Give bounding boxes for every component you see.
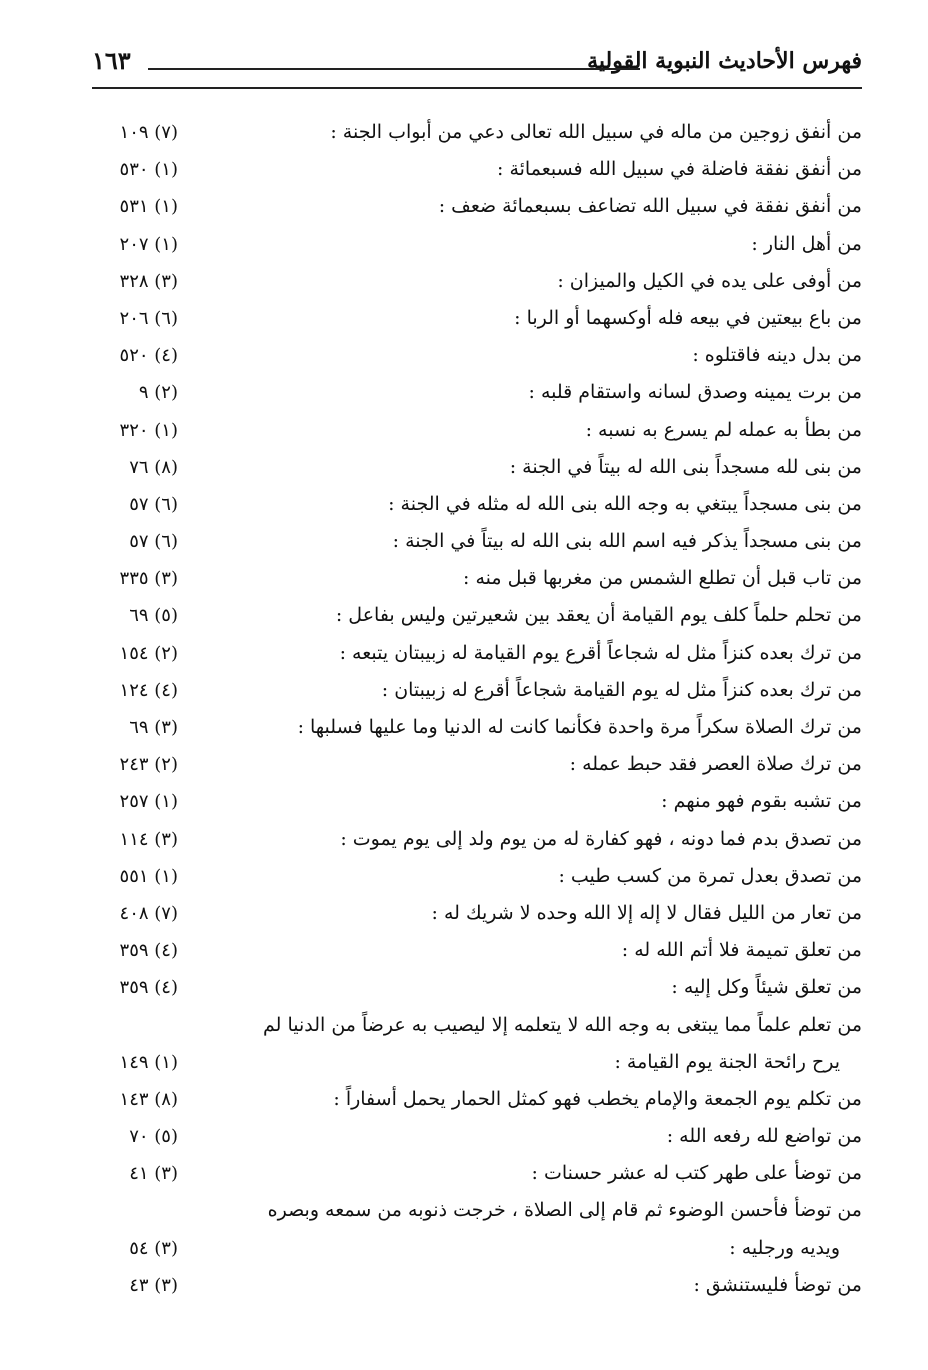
entry-text [212,895,862,932]
entry-text [212,1267,862,1304]
entry-text [212,560,862,597]
entry-reference: (٤) ٥٢٠ [119,345,178,367]
page-number: ١٦٣ [92,46,131,75]
entry-text [212,672,862,709]
entry-reference: (٣) ٥٤ [129,1237,178,1259]
entry-reference: (٦) ٢٠٦ [119,307,178,329]
entry-line: من تعلق تميمة فلا أتم الله له : [621,939,862,962]
entry-reference: (٣) ٤٣ [129,1274,178,1296]
index-entry [0,263,928,300]
entry-text [212,1192,862,1266]
index-entry [0,1192,928,1266]
entry-text [212,821,862,858]
entry-line: من توضأ فأحسن الوضوء ثم قام إلى الصلاة ، خرجت ذنوبه من سمعه وبصره [267,1199,862,1222]
entry-line: من تحلم حلماً كلف يوم القيامة أن يعقد بين شعيرتين وليس بفاعل : [335,604,862,627]
index-entry [0,486,928,523]
hadith-index-list [0,114,928,1304]
entry-text [212,337,862,374]
entry-line: من تشبه بقوم فهو منهم : [661,790,862,813]
index-entry [0,560,928,597]
index-entry [0,1118,928,1155]
entry-reference: (١) ٥٥١ [119,865,178,887]
index-entry [0,226,928,263]
entry-line: من بنى مسجداً يذكر فيه اسم الله بنى الله له بيتاً في الجنة : [392,530,862,553]
entry-reference: (٦) ٥٧ [129,493,178,515]
entry-text [212,1155,862,1192]
entry-text [212,226,862,263]
entry-reference: (١) ٥٣٠ [119,159,178,181]
entry-reference: (١) ٣٢٠ [119,419,178,441]
entry-text [212,374,862,411]
entry-text [212,1118,862,1155]
entry-reference: (٣) ١١٤ [119,828,178,850]
index-entry [0,1081,928,1118]
entry-line: من بدل دينه فاقتلوه : [692,344,862,367]
entry-line: من توضأ على طهر كتب له عشر حسنات : [531,1162,862,1185]
entry-reference: (٣) ٣٢٨ [119,270,178,292]
entry-line: من تاب قبل أن تطلع الشمس من مغربها قبل منه : [463,567,862,590]
entry-reference: (٤) ٣٥٩ [119,940,178,962]
entry-reference: (١) ١٤٩ [119,1051,178,1073]
entry-line: من بطأ به عمله لم يسرع به نسبه : [585,418,862,441]
index-entry [0,746,928,783]
index-entry [0,635,928,672]
entry-reference: (٤) ١٢٤ [119,679,178,701]
page-header [92,42,862,92]
entry-text [212,263,862,300]
index-entry [0,374,928,411]
entry-text [212,1007,862,1081]
entry-text [212,188,862,225]
entry-text [212,114,862,151]
entry-line: من تواضع لله رفعه الله : [666,1125,862,1148]
entry-continuation: ويديه ورجليه : [729,1236,840,1259]
index-entry [0,151,928,188]
index-entry [0,337,928,374]
index-entry [0,1155,928,1192]
entry-line: من أوفى على يده في الكيل والميزان : [557,269,862,292]
entry-text [212,783,862,820]
entry-reference: (٧) ١٠٩ [119,122,178,143]
index-entry [0,1007,928,1081]
entry-reference: (٤) ٣٥٩ [119,977,178,999]
entry-reference: (٨) ١٤٣ [119,1088,178,1110]
entry-text [212,597,862,634]
entry-line: من تعلم علماً مما يبتغى به وجه الله لا يتعلمه إلا ليصيب به عرضاً من الدنيا لم [262,1013,862,1036]
index-entry [0,597,928,634]
entry-reference: (٦) ٥٧ [129,531,178,553]
entry-line: من أنفق نفقة في سبيل الله تضاعف بسبعمائة ضعف : [438,195,862,218]
entry-line: من بنى لله مسجداً بنى الله له بيتاً في الجنة : [509,455,862,478]
entry-line: من بنى مسجداً يبتغي به وجه الله بنى الله له مثله في الجنة : [388,492,862,515]
entry-line: من ترك الصلاة سكراً مرة واحدة فكأنما كانت له الدنيا وما عليها فسلبها : [297,716,862,738]
entry-line: من باع بيعتين في بيعه فله أوكسهما أو الربا : [514,306,862,329]
entry-reference: (٣) ٤١ [129,1163,178,1185]
index-entry [0,969,928,1006]
entry-text [212,151,862,188]
index-entry [0,672,928,709]
index-entry [0,300,928,337]
entry-line: من أنفق زوجين من ماله في سبيل الله تعالى دعي من أبواب الجنة : [330,121,862,143]
entry-reference: (٨) ٧٦ [129,456,178,478]
index-entry [0,114,928,151]
index-entry [0,932,928,969]
index-entry [0,1267,928,1304]
entry-line: من أنفق نفقة فاضلة في سبيل الله فسبعمائة : [497,158,862,181]
index-entry [0,523,928,560]
entry-line: من ترك بعده كنزاً مثل له شجاعاً أقرع يوم القيامة له زبيبتان يتبعه : [339,641,862,664]
entry-reference: (١) ٢٠٧ [119,233,178,255]
entry-line: من تصدق بدم فما دونه ، فهو كفارة له من يوم ولد إلى يوم يموت : [340,827,862,850]
entry-line: من ترك صلاة العصر فقد حبط عمله : [569,753,862,776]
entry-line: من تعار من الليل فقال لا إله إلا الله وحده لا شريك له : [431,901,862,924]
entry-text [212,746,862,783]
entry-reference: (١) ٢٥٧ [119,791,178,813]
index-entry [0,895,928,932]
index-entry [0,188,928,225]
entry-text [212,523,862,560]
entry-text [212,412,862,449]
entry-text [212,635,862,672]
entry-reference: (٢) ١٥٤ [119,642,178,664]
entry-line: من ترك بعده كنزاً مثل له يوم القيامة شجاعاً أقرع له زبيبتان : [381,678,862,701]
entry-text [212,449,862,486]
page-title: فهرس الأحاديث النبوية القولية [587,48,862,74]
entry-reference: (٥) ٦٩ [129,605,178,627]
index-entry [0,449,928,486]
entry-reference: (٥) ٧٠ [129,1126,178,1148]
index-entry [0,821,928,858]
entry-reference: (٣) ٣٣٥ [119,568,178,590]
entry-reference: (١) ٥٣١ [119,196,178,218]
entry-line: من تعلق شيئاً وكل إليه : [671,976,862,999]
entry-continuation: يرح رائحة الجنة يوم القيامة : [614,1050,840,1073]
entry-reference: (٣) ٦٩ [129,717,178,738]
header-rule [92,87,862,89]
entry-line: من برت يمينه وصدق لسانه واستقام قلبه : [528,381,862,404]
index-entry [0,412,928,449]
entry-text [212,932,862,969]
index-entry [0,858,928,895]
entry-text [212,1081,862,1118]
entry-reference: (٢) ٢٤٣ [119,754,178,776]
entry-line: من أهل النار : [751,232,862,255]
entry-text [212,300,862,337]
entry-reference: (٧) ٤٠٨ [119,902,178,924]
entry-text [212,858,862,895]
entry-line: من تصدق بعدل تمرة من كسب طيب : [558,864,862,887]
entry-text [212,709,862,746]
index-entry [0,783,928,820]
entry-line: من تكلم يوم الجمعة والإمام يخطب فهو كمثل الحمار يحمل أسفاراً : [333,1087,862,1110]
entry-line: من توضأ فليستنشق : [693,1273,862,1296]
index-entry [0,709,928,746]
entry-reference: (٢) ٩ [138,382,178,404]
header-dash-line [148,68,640,70]
entry-text [212,486,862,523]
entry-text [212,969,862,1006]
